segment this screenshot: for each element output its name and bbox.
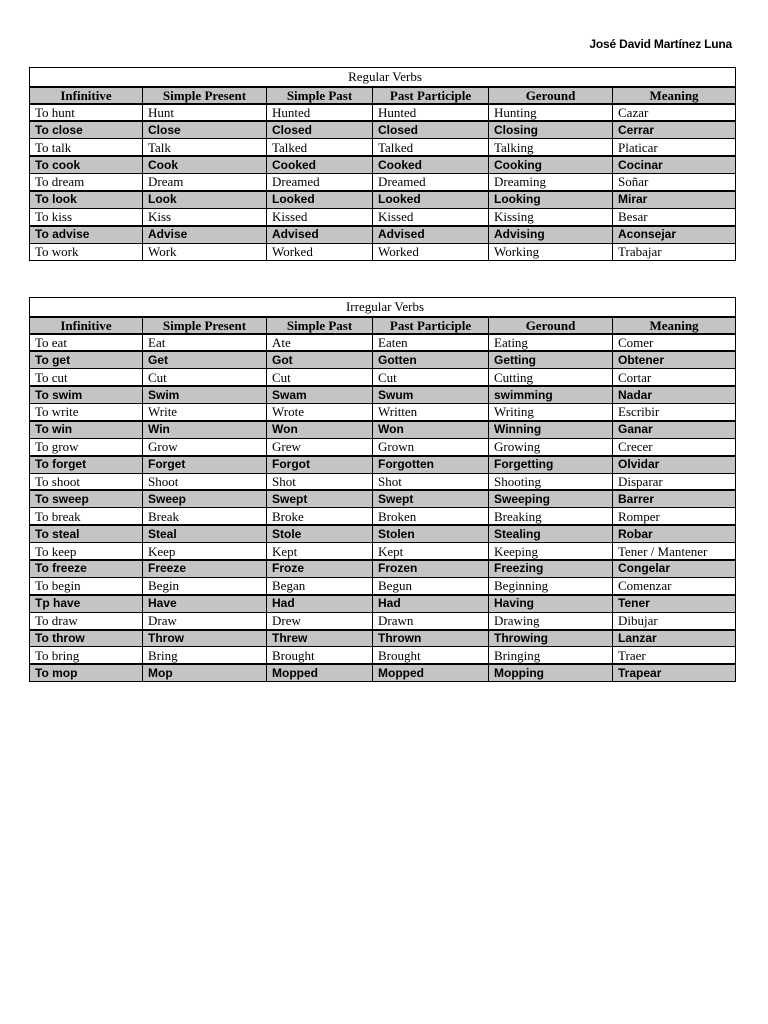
meaning-cell: Mirar bbox=[613, 191, 736, 208]
geround-cell: Dreaming bbox=[489, 173, 613, 190]
infinitive-cell: To eat bbox=[30, 334, 143, 351]
infinitive-cell: To hunt bbox=[30, 104, 143, 121]
infinitive-cell: To forget bbox=[30, 456, 143, 473]
past-participle-cell: Grown bbox=[373, 438, 489, 455]
infinitive-cell: To begin bbox=[30, 577, 143, 594]
simple-present-cell: Bring bbox=[143, 647, 267, 664]
table-row bbox=[30, 543, 736, 560]
infinitive-cell: To break bbox=[30, 508, 143, 525]
simple-past-cell: Grew bbox=[267, 438, 373, 455]
meaning-cell: Traer bbox=[613, 647, 736, 664]
past-participle-cell: Won bbox=[373, 421, 489, 438]
simple-past-cell: Worked bbox=[267, 243, 373, 260]
simple-past-cell: Talked bbox=[267, 139, 373, 156]
simple-past-cell: Kissed bbox=[267, 208, 373, 225]
past-participle-cell: Frozen bbox=[373, 560, 489, 577]
infinitive-cell: To kiss bbox=[30, 208, 143, 225]
simple-present-cell: Throw bbox=[143, 630, 267, 647]
geround-cell: Stealing bbox=[489, 525, 613, 542]
simple-present-cell: Mop bbox=[143, 664, 267, 681]
meaning-cell: Comer bbox=[613, 334, 736, 351]
column-header-past-participle: Past Participle bbox=[373, 87, 489, 104]
meaning-cell: Ganar bbox=[613, 421, 736, 438]
meaning-cell: Trabajar bbox=[613, 243, 736, 260]
table-row bbox=[30, 139, 736, 156]
table-row bbox=[30, 647, 736, 664]
past-participle-cell: Eaten bbox=[373, 334, 489, 351]
simple-present-cell: Grow bbox=[143, 438, 267, 455]
simple-present-cell: Win bbox=[143, 421, 267, 438]
infinitive-cell: To get bbox=[30, 351, 143, 368]
meaning-cell: Cocinar bbox=[613, 156, 736, 173]
table-row bbox=[30, 334, 736, 351]
table-row bbox=[30, 369, 736, 386]
simple-past-cell: Hunted bbox=[267, 104, 373, 121]
column-header-simple-present: Simple Present bbox=[143, 87, 267, 104]
table-row bbox=[30, 243, 736, 260]
simple-past-cell: Won bbox=[267, 421, 373, 438]
infinitive-cell: To work bbox=[30, 243, 143, 260]
simple-present-cell: Sweep bbox=[143, 490, 267, 507]
infinitive-cell: To grow bbox=[30, 438, 143, 455]
infinitive-cell: To win bbox=[30, 421, 143, 438]
infinitive-cell: To steal bbox=[30, 525, 143, 542]
meaning-cell: Escribir bbox=[613, 403, 736, 420]
table-row bbox=[30, 351, 736, 368]
simple-present-cell: Shoot bbox=[143, 473, 267, 490]
column-header-geround: Geround bbox=[489, 87, 613, 104]
geround-cell: Winning bbox=[489, 421, 613, 438]
table-row bbox=[30, 104, 736, 121]
table-row bbox=[30, 421, 736, 438]
geround-cell: Shooting bbox=[489, 473, 613, 490]
simple-present-cell: Advise bbox=[143, 226, 267, 243]
past-participle-cell: Kept bbox=[373, 543, 489, 560]
infinitive-cell: To throw bbox=[30, 630, 143, 647]
meaning-cell: Cerrar bbox=[613, 121, 736, 138]
infinitive-cell: To sweep bbox=[30, 490, 143, 507]
past-participle-cell: Mopped bbox=[373, 664, 489, 681]
geround-cell: Forgetting bbox=[489, 456, 613, 473]
past-participle-cell: Stolen bbox=[373, 525, 489, 542]
meaning-cell: Crecer bbox=[613, 438, 736, 455]
column-header-infinitive: Infinitive bbox=[30, 317, 143, 334]
meaning-cell: Soñar bbox=[613, 173, 736, 190]
simple-present-cell: Cook bbox=[143, 156, 267, 173]
simple-past-cell: Froze bbox=[267, 560, 373, 577]
table-row bbox=[30, 560, 736, 577]
past-participle-cell: Written bbox=[373, 403, 489, 420]
simple-past-cell: Ate bbox=[267, 334, 373, 351]
infinitive-cell: To freeze bbox=[30, 560, 143, 577]
meaning-cell: Comenzar bbox=[613, 577, 736, 594]
simple-present-cell: Have bbox=[143, 595, 267, 612]
meaning-cell: Obtener bbox=[613, 351, 736, 368]
meaning-cell: Nadar bbox=[613, 386, 736, 403]
table-row bbox=[30, 156, 736, 173]
past-participle-cell: Kissed bbox=[373, 208, 489, 225]
meaning-cell: Trapear bbox=[613, 664, 736, 681]
infinitive-cell: To look bbox=[30, 191, 143, 208]
table-row bbox=[30, 490, 736, 507]
table-row bbox=[30, 208, 736, 225]
simple-past-cell: Shot bbox=[267, 473, 373, 490]
simple-present-cell: Cut bbox=[143, 369, 267, 386]
column-header-meaning: Meaning bbox=[613, 317, 736, 334]
irregular-table-body bbox=[30, 334, 736, 682]
meaning-cell: Tener bbox=[613, 595, 736, 612]
past-participle-cell: Looked bbox=[373, 191, 489, 208]
column-header-geround: Geround bbox=[489, 317, 613, 334]
simple-present-cell: Freeze bbox=[143, 560, 267, 577]
geround-cell: Throwing bbox=[489, 630, 613, 647]
simple-present-cell: Kiss bbox=[143, 208, 267, 225]
past-participle-cell: Worked bbox=[373, 243, 489, 260]
geround-cell: Advising bbox=[489, 226, 613, 243]
infinitive-cell: To talk bbox=[30, 139, 143, 156]
column-header-simple-present: Simple Present bbox=[143, 317, 267, 334]
past-participle-cell: Swept bbox=[373, 490, 489, 507]
geround-cell: Writing bbox=[489, 403, 613, 420]
simple-present-cell: Talk bbox=[143, 139, 267, 156]
past-participle-cell: Swum bbox=[373, 386, 489, 403]
simple-present-cell: Forget bbox=[143, 456, 267, 473]
meaning-cell: Olvidar bbox=[613, 456, 736, 473]
past-participle-cell: Talked bbox=[373, 139, 489, 156]
table-row bbox=[30, 595, 736, 612]
simple-past-cell: Threw bbox=[267, 630, 373, 647]
past-participle-cell: Had bbox=[373, 595, 489, 612]
geround-cell: Having bbox=[489, 595, 613, 612]
meaning-cell: Congelar bbox=[613, 560, 736, 577]
geround-cell: Beginning bbox=[489, 577, 613, 594]
simple-past-cell: Broke bbox=[267, 508, 373, 525]
past-participle-cell: Cooked bbox=[373, 156, 489, 173]
past-participle-cell: Forgotten bbox=[373, 456, 489, 473]
simple-past-cell: Stole bbox=[267, 525, 373, 542]
geround-cell: Cutting bbox=[489, 369, 613, 386]
geround-cell: Looking bbox=[489, 191, 613, 208]
simple-past-cell: Had bbox=[267, 595, 373, 612]
geround-cell: swimming bbox=[489, 386, 613, 403]
geround-cell: Cooking bbox=[489, 156, 613, 173]
geround-cell: Growing bbox=[489, 438, 613, 455]
table-row bbox=[30, 456, 736, 473]
geround-cell: Bringing bbox=[489, 647, 613, 664]
past-participle-cell: Broken bbox=[373, 508, 489, 525]
simple-present-cell: Draw bbox=[143, 612, 267, 629]
meaning-cell: Aconsejar bbox=[613, 226, 736, 243]
meaning-cell: Lanzar bbox=[613, 630, 736, 647]
simple-present-cell: Look bbox=[143, 191, 267, 208]
geround-cell: Freezing bbox=[489, 560, 613, 577]
meaning-cell: Tener / Mantener bbox=[613, 543, 736, 560]
simple-past-cell: Dreamed bbox=[267, 173, 373, 190]
simple-past-cell: Cooked bbox=[267, 156, 373, 173]
simple-present-cell: Break bbox=[143, 508, 267, 525]
infinitive-cell: To swim bbox=[30, 386, 143, 403]
infinitive-cell: To dream bbox=[30, 173, 143, 190]
geround-cell: Working bbox=[489, 243, 613, 260]
past-participle-cell: Thrown bbox=[373, 630, 489, 647]
simple-past-cell: Swam bbox=[267, 386, 373, 403]
past-participle-cell: Gotten bbox=[373, 351, 489, 368]
simple-present-cell: Get bbox=[143, 351, 267, 368]
simple-present-cell: Dream bbox=[143, 173, 267, 190]
table-row bbox=[30, 226, 736, 243]
past-participle-cell: Cut bbox=[373, 369, 489, 386]
past-participle-cell: Drawn bbox=[373, 612, 489, 629]
simple-past-cell: Looked bbox=[267, 191, 373, 208]
simple-past-cell: Cut bbox=[267, 369, 373, 386]
geround-cell: Kissing bbox=[489, 208, 613, 225]
simple-present-cell: Steal bbox=[143, 525, 267, 542]
simple-past-cell: Drew bbox=[267, 612, 373, 629]
meaning-cell: Disparar bbox=[613, 473, 736, 490]
table-row bbox=[30, 403, 736, 420]
table-row bbox=[30, 473, 736, 490]
infinitive-cell: To write bbox=[30, 403, 143, 420]
meaning-cell: Cazar bbox=[613, 104, 736, 121]
geround-cell: Keeping bbox=[489, 543, 613, 560]
meaning-cell: Robar bbox=[613, 525, 736, 542]
past-participle-cell: Hunted bbox=[373, 104, 489, 121]
column-header-meaning: Meaning bbox=[613, 87, 736, 104]
meaning-cell: Romper bbox=[613, 508, 736, 525]
irregular-verbs-table bbox=[29, 297, 736, 682]
infinitive-cell: To bring bbox=[30, 647, 143, 664]
meaning-cell: Dibujar bbox=[613, 612, 736, 629]
geround-cell: Getting bbox=[489, 351, 613, 368]
meaning-cell: Cortar bbox=[613, 369, 736, 386]
simple-past-cell: Wrote bbox=[267, 403, 373, 420]
author-name: José David Martínez Luna bbox=[589, 37, 732, 51]
irregular-table-title: Irregular Verbs bbox=[30, 298, 736, 317]
simple-past-cell: Advised bbox=[267, 226, 373, 243]
infinitive-cell: To mop bbox=[30, 664, 143, 681]
infinitive-cell: To cut bbox=[30, 369, 143, 386]
infinitive-cell: Tp have bbox=[30, 595, 143, 612]
simple-past-cell: Began bbox=[267, 577, 373, 594]
simple-past-cell: Got bbox=[267, 351, 373, 368]
past-participle-cell: Shot bbox=[373, 473, 489, 490]
table-row bbox=[30, 612, 736, 629]
simple-past-cell: Kept bbox=[267, 543, 373, 560]
infinitive-cell: To shoot bbox=[30, 473, 143, 490]
simple-present-cell: Write bbox=[143, 403, 267, 420]
infinitive-cell: To advise bbox=[30, 226, 143, 243]
simple-past-cell: Brought bbox=[267, 647, 373, 664]
table-row bbox=[30, 525, 736, 542]
table-row bbox=[30, 121, 736, 138]
simple-present-cell: Hunt bbox=[143, 104, 267, 121]
column-header-simple-past: Simple Past bbox=[267, 317, 373, 334]
table-row bbox=[30, 191, 736, 208]
past-participle-cell: Begun bbox=[373, 577, 489, 594]
column-header-simple-past: Simple Past bbox=[267, 87, 373, 104]
simple-past-cell: Closed bbox=[267, 121, 373, 138]
infinitive-cell: To draw bbox=[30, 612, 143, 629]
table-row bbox=[30, 508, 736, 525]
meaning-cell: Barrer bbox=[613, 490, 736, 507]
meaning-cell: Besar bbox=[613, 208, 736, 225]
table-row bbox=[30, 173, 736, 190]
simple-present-cell: Work bbox=[143, 243, 267, 260]
geround-cell: Sweeping bbox=[489, 490, 613, 507]
meaning-cell: Platicar bbox=[613, 139, 736, 156]
simple-past-cell: Forgot bbox=[267, 456, 373, 473]
geround-cell: Hunting bbox=[489, 104, 613, 121]
table-row bbox=[30, 438, 736, 455]
geround-cell: Drawing bbox=[489, 612, 613, 629]
simple-present-cell: Eat bbox=[143, 334, 267, 351]
infinitive-cell: To cook bbox=[30, 156, 143, 173]
table-row bbox=[30, 577, 736, 594]
past-participle-cell: Closed bbox=[373, 121, 489, 138]
table-row bbox=[30, 386, 736, 403]
regular-table-body bbox=[30, 104, 736, 261]
simple-present-cell: Begin bbox=[143, 577, 267, 594]
regular-verbs-table bbox=[29, 67, 736, 261]
geround-cell: Breaking bbox=[489, 508, 613, 525]
geround-cell: Eating bbox=[489, 334, 613, 351]
column-header-past-participle: Past Participle bbox=[373, 317, 489, 334]
regular-table-title: Regular Verbs bbox=[30, 68, 736, 87]
infinitive-cell: To keep bbox=[30, 543, 143, 560]
simple-present-cell: Close bbox=[143, 121, 267, 138]
simple-present-cell: Keep bbox=[143, 543, 267, 560]
simple-past-cell: Swept bbox=[267, 490, 373, 507]
table-row bbox=[30, 630, 736, 647]
simple-past-cell: Mopped bbox=[267, 664, 373, 681]
geround-cell: Talking bbox=[489, 139, 613, 156]
column-header-infinitive: Infinitive bbox=[30, 87, 143, 104]
infinitive-cell: To close bbox=[30, 121, 143, 138]
past-participle-cell: Brought bbox=[373, 647, 489, 664]
simple-present-cell: Swim bbox=[143, 386, 267, 403]
past-participle-cell: Advised bbox=[373, 226, 489, 243]
table-row bbox=[30, 664, 736, 681]
past-participle-cell: Dreamed bbox=[373, 173, 489, 190]
geround-cell: Mopping bbox=[489, 664, 613, 681]
geround-cell: Closing bbox=[489, 121, 613, 138]
